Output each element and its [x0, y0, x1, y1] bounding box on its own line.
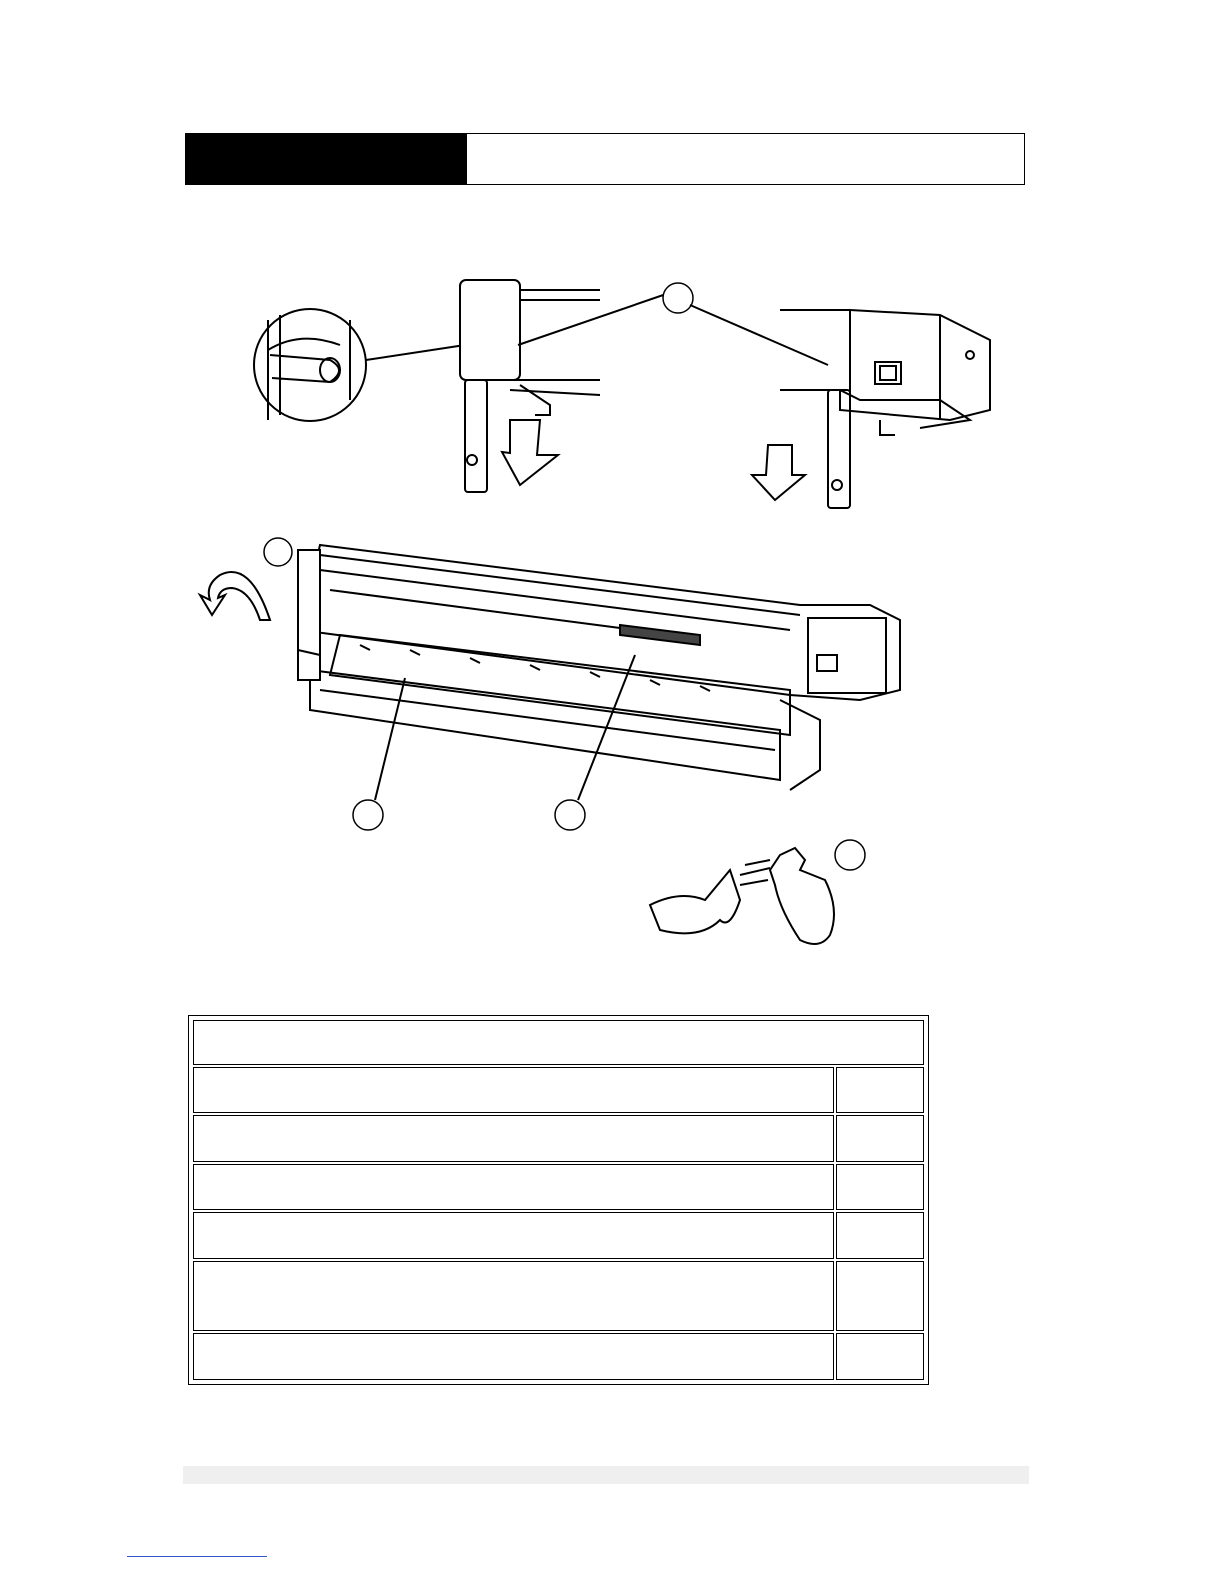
- steps-table-grid: [191, 1018, 926, 1382]
- printer-main-body: [298, 545, 900, 790]
- step-ref: [836, 1333, 924, 1380]
- printer-left-end: [460, 280, 672, 492]
- table-row: [193, 1067, 924, 1114]
- footer-link-underline[interactable]: [127, 1556, 267, 1557]
- step-text: [193, 1067, 834, 1114]
- table-row: [193, 1164, 924, 1211]
- section-header: [185, 133, 1025, 185]
- callout-marker-2: [264, 538, 292, 566]
- table-row: [193, 1212, 924, 1259]
- callout-marker-3: [353, 800, 383, 830]
- step-ref: [836, 1164, 924, 1211]
- step-text: [193, 1115, 834, 1162]
- steps-table-title-row: [193, 1020, 924, 1065]
- maintenance-illustration: [180, 270, 1020, 970]
- table-row: [193, 1115, 924, 1162]
- step-ref: [836, 1261, 924, 1332]
- cloth-and-spray-bottle-icon: [650, 840, 865, 944]
- callout-marker-1: [663, 283, 693, 313]
- step-text: [193, 1164, 834, 1211]
- step-ref: [836, 1212, 924, 1259]
- magnifier-detail-icon: [254, 309, 465, 421]
- steps-table: [188, 1015, 929, 1385]
- rotate-arrow-icon: [200, 572, 270, 620]
- callout-marker-4: [555, 800, 585, 830]
- step-text: [193, 1261, 834, 1332]
- table-row: [193, 1261, 924, 1332]
- steps-table-title: [193, 1020, 924, 1065]
- step-ref: [836, 1067, 924, 1114]
- header-title-field: [467, 134, 1024, 184]
- table-row: [193, 1333, 924, 1380]
- printer-right-end: [780, 310, 990, 508]
- step-ref: [836, 1115, 924, 1162]
- step-text: [193, 1333, 834, 1380]
- header-black-block: [186, 134, 467, 184]
- step-text: [193, 1212, 834, 1259]
- footer-band: [183, 1466, 1029, 1484]
- down-arrow-icon: [502, 420, 558, 485]
- down-arrow-icon: [752, 445, 805, 500]
